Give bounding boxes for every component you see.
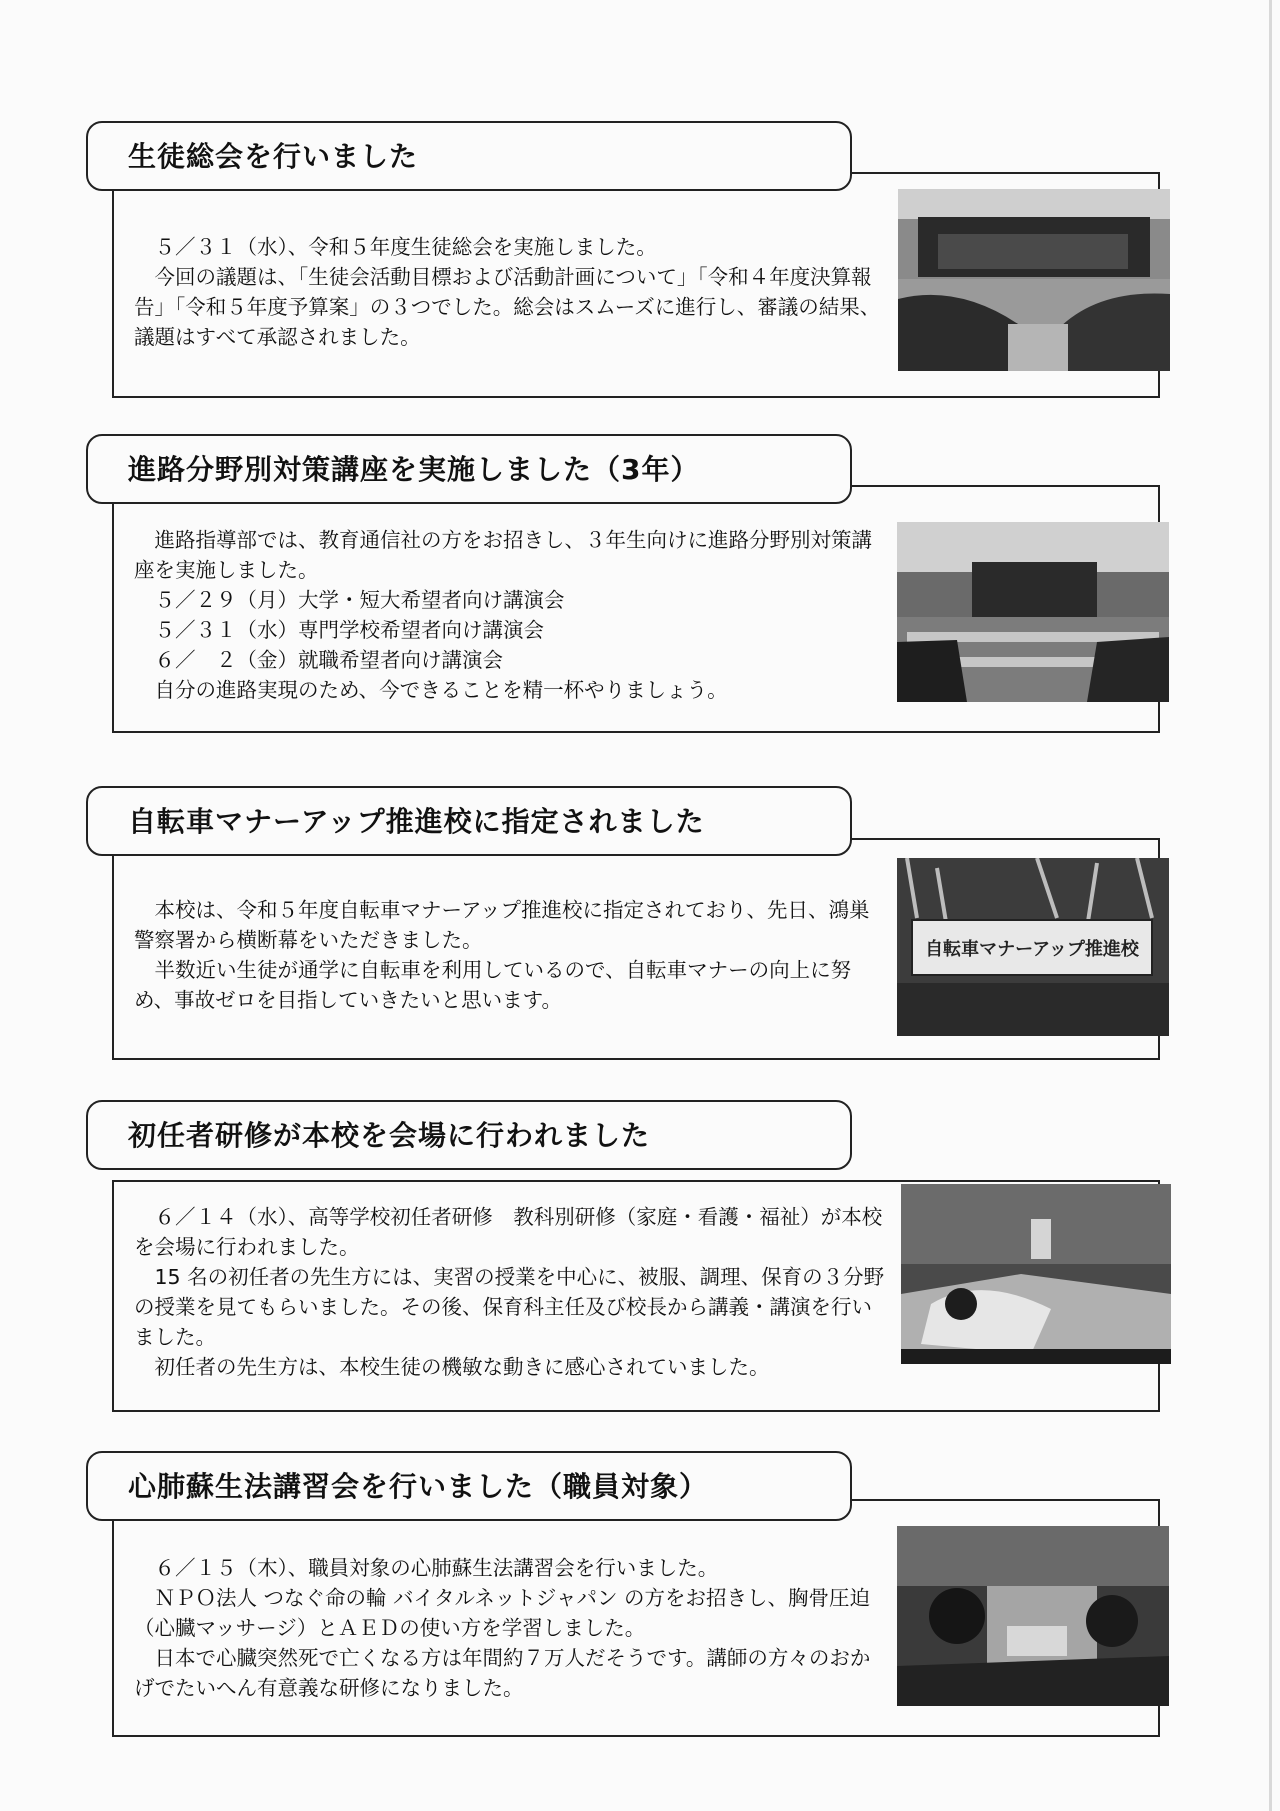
article-body (134, 1553, 890, 1703)
section-title: 初任者研修が本校を会場に行われました (128, 1119, 651, 1152)
section-title: 生徒総会を行いました (128, 140, 419, 173)
paragraph: 今回の議題は、「生徒会活動目標および活動計画について」「令和４年度決算報告」「令和５年度予算案」の３つでした。総会はスムーズに進行し、審議の結果、議題はすべて承認されました。 (134, 265, 881, 349)
paragraph: 初任者の先生方は、本校生徒の機敏な動きに感心されていました。 (154, 1355, 770, 1379)
paragraph: 進路指導部では、教育通信社の方をお招きし、３年生向けに進路分野別対策講座を実施しました。 (134, 528, 872, 582)
banner-photo (897, 858, 1169, 1036)
article-body (134, 1202, 890, 1382)
section-title-tab (86, 434, 852, 504)
assembly-photo (898, 189, 1170, 371)
paragraph: ６／１４（水）、高等学校初任者研修 教科別研修（家庭・看護・福祉）が本校を会場に行われました。 (134, 1205, 883, 1259)
schedule-line: ５／２９（月）大学・短大希望者向け講演会 (154, 588, 565, 612)
paragraph: ５／３１（水）、令和５年度生徒総会を実施しました。 (154, 235, 657, 259)
cpr-session-image (897, 1526, 1169, 1706)
banner-image (897, 858, 1169, 1036)
training-photo (901, 1184, 1171, 1364)
section-title: 自転車マナーアップ推進校に指定されました (128, 805, 705, 838)
lecture-photo (897, 522, 1169, 702)
article-body (134, 525, 890, 705)
article-body (134, 232, 890, 352)
classroom-image (901, 1184, 1171, 1364)
section-title: 心肺蘇生法講習会を行いました（職員対象） (128, 1470, 709, 1503)
section-title-tab (86, 1451, 852, 1521)
section-title: 進路分野別対策講座を実施しました（3年） (128, 453, 700, 486)
section-title-tab (86, 1100, 852, 1170)
section-title-tab (86, 786, 852, 856)
paragraph: 半数近い生徒が通学に自転車を利用しているので、自転車マナーの向上に努め、事故ゼロを目指していきたいと思います。 (134, 958, 852, 1012)
banner-text: 自転車マナーアップ推進校 (925, 939, 1139, 960)
paragraph: 本校は、令和５年度自転車マナーアップ推進校に指定されており、先日、鴻巣警察署から横断幕をいただきました。 (134, 898, 870, 952)
lecture-hall-image (897, 522, 1169, 702)
cpr-photo (897, 1526, 1169, 1706)
paragraph: ６／１５（木）、職員対象の心肺蘇生法講習会を行いました。 (154, 1556, 719, 1580)
paragraph: ＮＰＯ法人 つなぐ命の輪 バイタルネットジャパン の方をお招きし、胸骨圧迫（心臓マッサージ）とＡＥＤの使い方を学習しました。 (134, 1586, 871, 1640)
page-edge (1269, 0, 1272, 1811)
section-title-tab (86, 121, 852, 191)
article-body (134, 895, 890, 1015)
schedule-line: ５／３１（水）専門学校希望者向け講演会 (154, 618, 544, 642)
paragraph: 日本で心臓突然死で亡くなる方は年間約７万人だそうです。講師の方々のおかげでたいへん有意義な研修になりました。 (134, 1646, 871, 1700)
schedule-line: ６／ ２（金）就職希望者向け講演会 (154, 648, 503, 672)
paragraph: 15 名の初任者の先生方には、実習の授業を中心に、被服、調理、保育の３分野の授業を見てもらいました。その後、保育科主任及び校長から講義・講演を行いました。 (134, 1265, 885, 1349)
gym-assembly-image (898, 189, 1170, 371)
paragraph: 自分の進路実現のため、今できることを精一杯やりましょう。 (154, 678, 728, 702)
